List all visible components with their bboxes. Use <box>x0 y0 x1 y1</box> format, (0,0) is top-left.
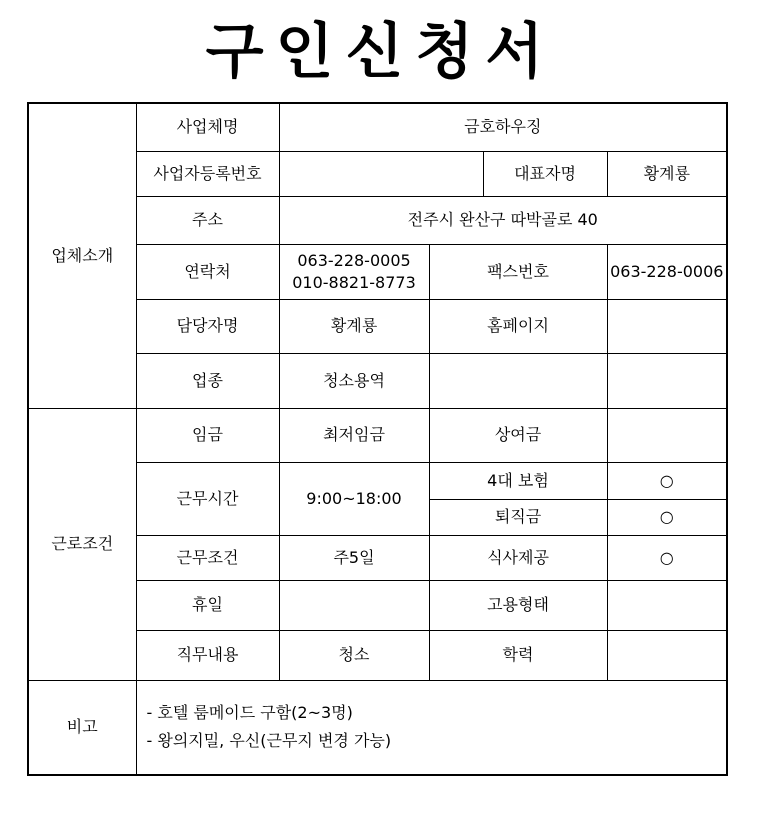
industry-extra-1 <box>429 353 607 408</box>
workdays-label: 근무조건 <box>136 535 279 580</box>
ceo-label: 대표자명 <box>483 151 607 196</box>
section-remarks-label: 비고 <box>28 680 136 775</box>
company-name-label: 사업체명 <box>136 103 279 151</box>
row-remarks <box>28 680 727 775</box>
page-title: 구인신청서 <box>205 17 556 87</box>
insurance-label: 4대 보험 <box>429 462 607 499</box>
severance-label: 퇴직금 <box>429 499 607 535</box>
employment-label: 고용형태 <box>429 580 607 630</box>
regno-label: 사업자등록번호 <box>136 151 279 196</box>
bonus-value <box>607 408 727 462</box>
job-request-form <box>27 102 728 776</box>
manager-value: 황계룡 <box>279 299 429 353</box>
severance-value: ○ <box>607 499 727 535</box>
wage-label: 임금 <box>136 408 279 462</box>
remarks-line-2: - 왕의지밀, 우신(근무지 변경 가능) <box>146 731 392 751</box>
fax-value: 063-228-0006 <box>607 244 727 299</box>
fax-label: 팩스번호 <box>429 244 607 299</box>
address-value: 전주시 완산구 따박골로 40 <box>279 196 727 244</box>
homepage-label: 홈페이지 <box>429 299 607 353</box>
remarks-content <box>136 680 727 775</box>
workdays-value: 주5일 <box>279 535 429 580</box>
row-wage <box>28 408 727 462</box>
contact-phone-1: 063-228-0005 <box>297 250 411 270</box>
employment-value <box>607 580 727 630</box>
regno-value <box>279 151 483 196</box>
manager-label: 담당자명 <box>136 299 279 353</box>
company-name-value: 금호하우징 <box>279 103 727 151</box>
section-company-label: 업체소개 <box>28 103 136 408</box>
contact-value <box>279 244 429 299</box>
bonus-label: 상여금 <box>429 408 607 462</box>
row-company-name <box>28 103 727 151</box>
industry-extra-2 <box>607 353 727 408</box>
education-label: 학력 <box>429 630 607 680</box>
insurance-value: ○ <box>607 462 727 499</box>
industry-label: 업종 <box>136 353 279 408</box>
duty-value: 청소 <box>279 630 429 680</box>
homepage-value <box>607 299 727 353</box>
duty-label: 직무내용 <box>136 630 279 680</box>
meal-value: ○ <box>607 535 727 580</box>
wage-value: 최저임금 <box>279 408 429 462</box>
education-value <box>607 630 727 680</box>
hours-label: 근무시간 <box>136 462 279 535</box>
section-conditions-label: 근로조건 <box>28 408 136 680</box>
remarks-line-1: - 호텔 룸메이드 구함(2~3명) <box>146 703 353 723</box>
address-label: 주소 <box>136 196 279 244</box>
holiday-label: 휴일 <box>136 580 279 630</box>
contact-phone-2: 010-8821-8773 <box>292 272 416 292</box>
contact-label: 연락처 <box>136 244 279 299</box>
meal-label: 식사제공 <box>429 535 607 580</box>
ceo-value: 황계룡 <box>607 151 727 196</box>
holiday-value <box>279 580 429 630</box>
industry-value: 청소용역 <box>279 353 429 408</box>
hours-value: 9:00~18:00 <box>279 462 429 535</box>
